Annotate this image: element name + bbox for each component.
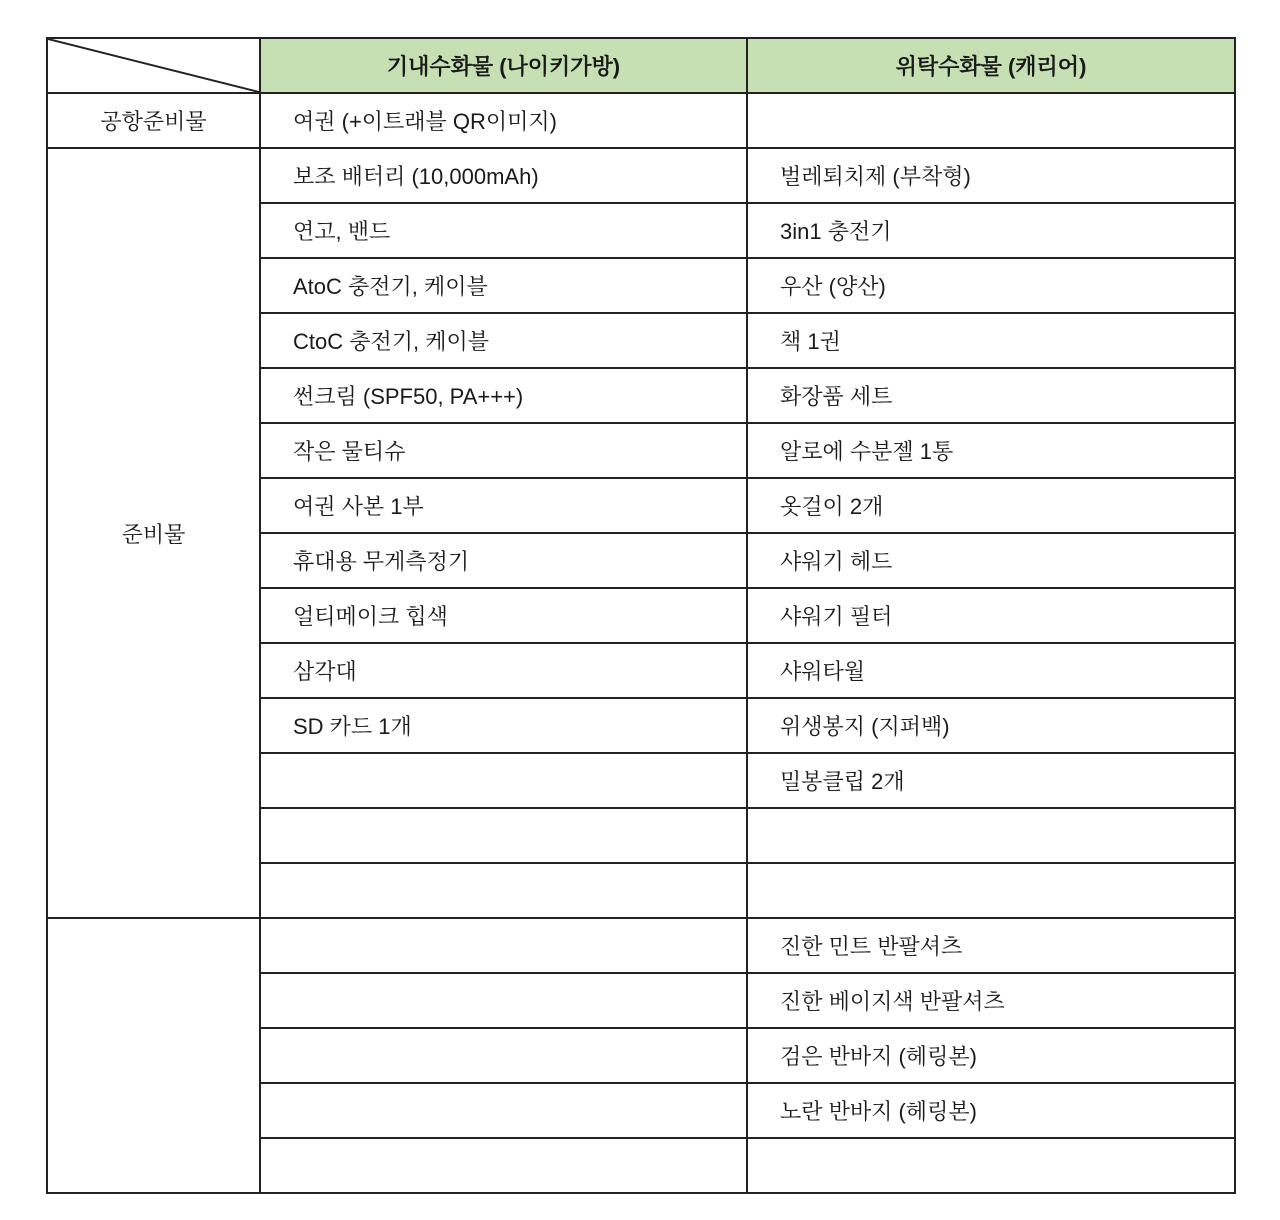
carry-on-item-cell: 여권 (+이트래블 QR이미지) — [260, 93, 747, 148]
carry-on-item-cell — [260, 1138, 747, 1193]
checked-item-cell: 위생봉지 (지퍼백) — [747, 698, 1235, 753]
packing-list-table — [46, 37, 1236, 1194]
checked-item-cell: 옷걸이 2개 — [747, 478, 1235, 533]
checked-item-cell: 화장품 세트 — [747, 368, 1235, 423]
checked-item-cell — [747, 863, 1235, 918]
carry-on-item-cell: 보조 배터리 (10,000mAh) — [260, 148, 747, 203]
carry-on-item-cell: 삼각대 — [260, 643, 747, 698]
checked-item-cell: 밀봉클립 2개 — [747, 753, 1235, 808]
checked-item-cell: 진한 베이지색 반팔셔츠 — [747, 973, 1235, 1028]
checked-item-cell: 샤워타월 — [747, 643, 1235, 698]
diagonal-corner-cell — [47, 38, 260, 93]
carry-on-item-cell — [260, 863, 747, 918]
checked-item-cell: 샤워기 필터 — [747, 588, 1235, 643]
table-row — [47, 918, 1235, 973]
carry-on-item-cell: 휴대용 무게측정기 — [260, 533, 747, 588]
checked-item-cell: 벌레퇴치제 (부착형) — [747, 148, 1235, 203]
category-cell: 준비물 — [47, 148, 260, 918]
checked-item-cell — [747, 1138, 1235, 1193]
carry-on-item-cell: 작은 물티슈 — [260, 423, 747, 478]
carry-on-item-cell — [260, 1083, 747, 1138]
checked-item-cell: 알로에 수분젤 1통 — [747, 423, 1235, 478]
checked-item-cell: 우산 (양산) — [747, 258, 1235, 313]
carry-on-item-cell: CtoC 충전기, 케이블 — [260, 313, 747, 368]
carry-on-item-cell — [260, 753, 747, 808]
carry-on-item-cell — [260, 973, 747, 1028]
checked-item-cell: 노란 반바지 (헤링본) — [747, 1083, 1235, 1138]
category-cell — [47, 918, 260, 1193]
checked-item-cell: 3in1 충전기 — [747, 203, 1235, 258]
carry-on-item-cell: 연고, 밴드 — [260, 203, 747, 258]
checked-item-cell: 책 1권 — [747, 313, 1235, 368]
checked-item-cell — [747, 93, 1235, 148]
diagonal-line — [48, 39, 259, 92]
carry-on-item-cell: 여권 사본 1부 — [260, 478, 747, 533]
table-row — [47, 93, 1235, 148]
carry-on-item-cell: 얼티메이크 힙색 — [260, 588, 747, 643]
carry-on-item-cell: SD 카드 1개 — [260, 698, 747, 753]
checked-item-cell: 검은 반바지 (헤링본) — [747, 1028, 1235, 1083]
carry-on-item-cell — [260, 808, 747, 863]
checked-item-cell: 진한 민트 반팔셔츠 — [747, 918, 1235, 973]
header-row — [47, 38, 1235, 93]
checked-item-cell — [747, 808, 1235, 863]
carry-on-item-cell: 썬크림 (SPF50, PA+++) — [260, 368, 747, 423]
table-row — [47, 148, 1235, 203]
header-carry-on: 기내수화물 (나이키가방) — [260, 38, 747, 93]
checked-item-cell: 샤워기 헤드 — [747, 533, 1235, 588]
carry-on-item-cell — [260, 918, 747, 973]
carry-on-item-cell — [260, 1028, 747, 1083]
category-cell: 공항준비물 — [47, 93, 260, 148]
carry-on-item-cell: AtoC 충전기, 케이블 — [260, 258, 747, 313]
header-checked: 위탁수화물 (캐리어) — [747, 38, 1235, 93]
